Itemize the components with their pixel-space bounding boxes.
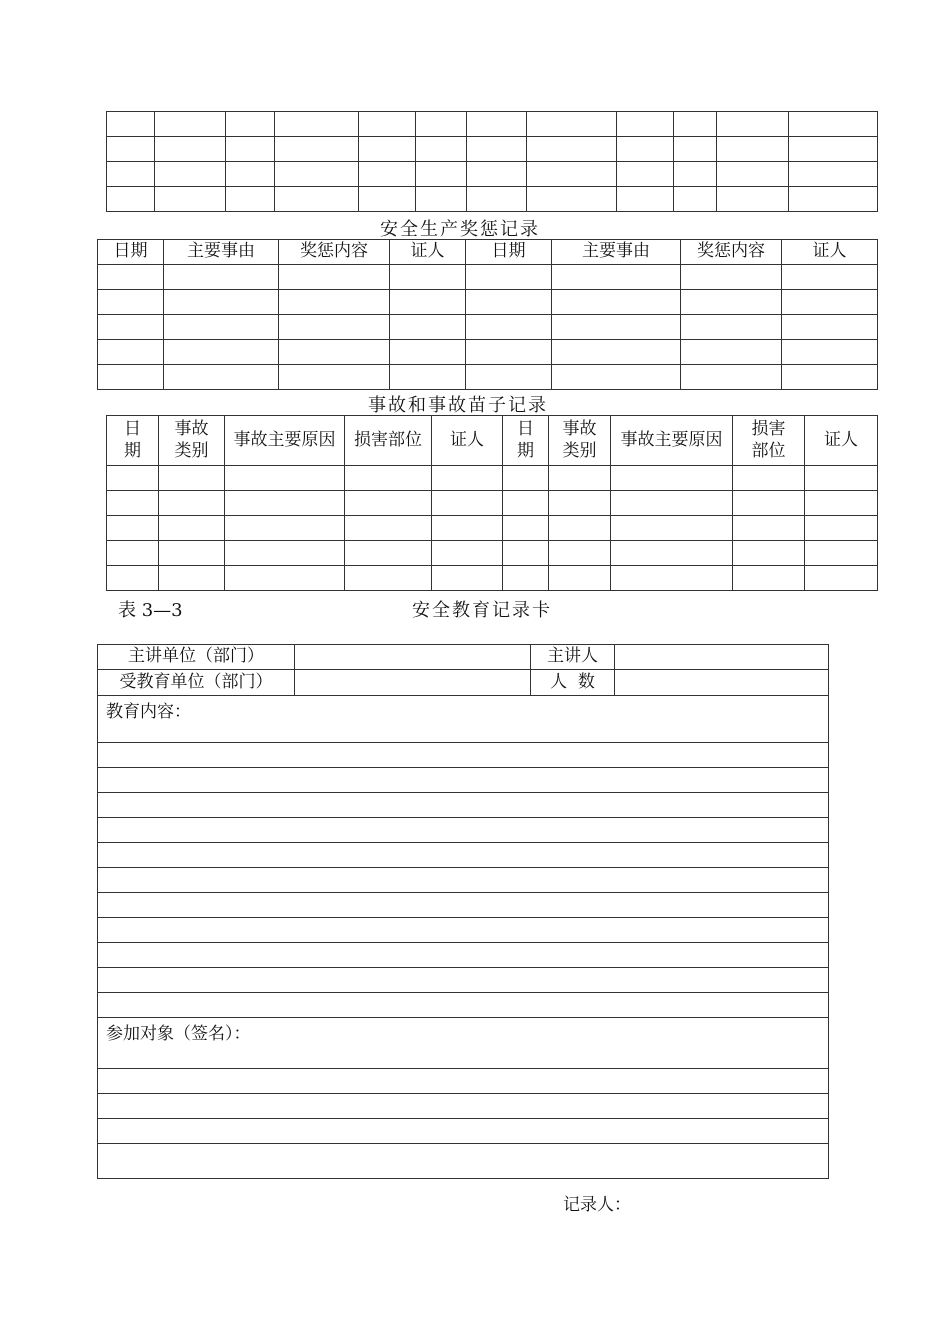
accidents-cell[interactable] bbox=[733, 491, 805, 516]
top-table-cell[interactable] bbox=[275, 137, 359, 162]
content-line-row bbox=[98, 868, 829, 893]
accidents-cell[interactable] bbox=[733, 466, 805, 491]
accidents-cell[interactable] bbox=[432, 566, 503, 591]
content-line-cell[interactable] bbox=[98, 893, 829, 918]
rewards-header-date-1: 日期 bbox=[98, 240, 164, 265]
rewards-row bbox=[98, 265, 878, 290]
accidents-cell[interactable] bbox=[225, 566, 345, 591]
participants-label: 参加对象（签名）： bbox=[98, 1018, 829, 1069]
top-table-cell[interactable] bbox=[527, 162, 617, 187]
participant-line-cell[interactable] bbox=[98, 1144, 829, 1179]
accidents-cell[interactable] bbox=[549, 491, 611, 516]
top-table-cell[interactable] bbox=[789, 162, 878, 187]
content-line-cell[interactable] bbox=[98, 768, 829, 793]
accidents-cell[interactable] bbox=[107, 516, 159, 541]
accidents-cell[interactable] bbox=[432, 541, 503, 566]
rewards-cell[interactable] bbox=[279, 265, 390, 290]
rewards-cell[interactable] bbox=[552, 290, 681, 315]
content-line-row bbox=[98, 743, 829, 768]
rewards-cell[interactable] bbox=[466, 265, 552, 290]
top-table-cell[interactable] bbox=[107, 137, 155, 162]
rewards-cell[interactable] bbox=[390, 365, 466, 390]
accidents-cell[interactable] bbox=[432, 466, 503, 491]
top-table-cell[interactable] bbox=[155, 187, 226, 212]
rewards-cell[interactable] bbox=[98, 265, 164, 290]
top-table-cell[interactable] bbox=[416, 137, 467, 162]
top-table-cell[interactable] bbox=[226, 187, 275, 212]
rewards-header-reason-2: 主要事由 bbox=[552, 240, 681, 265]
content-line-cell[interactable] bbox=[98, 868, 829, 893]
rewards-header-reason-1: 主要事由 bbox=[164, 240, 279, 265]
rewards-row bbox=[98, 290, 878, 315]
recorder-label: 记录人： bbox=[563, 1195, 631, 1215]
accidents-cell[interactable] bbox=[503, 466, 549, 491]
accidents-cell[interactable] bbox=[159, 466, 225, 491]
content-line-cell[interactable] bbox=[98, 818, 829, 843]
accidents-header-cause-1: 事故主要原因 bbox=[225, 416, 345, 466]
accidents-cell[interactable] bbox=[503, 516, 549, 541]
accidents-cell[interactable] bbox=[159, 516, 225, 541]
accidents-header-date-1: 日 期 bbox=[107, 416, 159, 466]
top-table-cell[interactable] bbox=[275, 187, 359, 212]
accidents-cell[interactable] bbox=[805, 541, 878, 566]
top-table-cell[interactable] bbox=[467, 187, 527, 212]
rewards-cell[interactable] bbox=[782, 365, 878, 390]
accidents-cell[interactable] bbox=[805, 566, 878, 591]
rewards-title: 安全生产奖惩记录 bbox=[380, 219, 540, 240]
top-table-row bbox=[107, 187, 878, 212]
accidents-cell[interactable] bbox=[611, 541, 733, 566]
content-line-row bbox=[98, 793, 829, 818]
count-field[interactable] bbox=[615, 670, 829, 696]
rewards-cell[interactable] bbox=[681, 290, 782, 315]
accidents-header-damage-1: 损害部位 bbox=[345, 416, 432, 466]
education-table bbox=[97, 644, 829, 1179]
accidents-cell[interactable] bbox=[225, 516, 345, 541]
top-table-cell[interactable] bbox=[617, 187, 674, 212]
participant-line-row bbox=[98, 1119, 829, 1144]
count-label: 人 数 bbox=[531, 670, 615, 696]
rewards-cell[interactable] bbox=[681, 340, 782, 365]
rewards-header-content-1: 奖惩内容 bbox=[279, 240, 390, 265]
rewards-cell[interactable] bbox=[98, 365, 164, 390]
accidents-cell[interactable] bbox=[503, 491, 549, 516]
content-line-row bbox=[98, 843, 829, 868]
rewards-cell[interactable] bbox=[552, 340, 681, 365]
rewards-header-witness-2: 证人 bbox=[782, 240, 878, 265]
rewards-cell[interactable] bbox=[552, 265, 681, 290]
participant-line-row bbox=[98, 1144, 829, 1179]
accidents-cell[interactable] bbox=[225, 466, 345, 491]
rewards-header-date-2: 日期 bbox=[466, 240, 552, 265]
accidents-cell[interactable] bbox=[805, 491, 878, 516]
top-table-row bbox=[107, 137, 878, 162]
top-table-cell[interactable] bbox=[617, 137, 674, 162]
rewards-cell[interactable] bbox=[552, 365, 681, 390]
trainee-unit-field[interactable] bbox=[295, 670, 531, 696]
lecturer-field[interactable] bbox=[615, 645, 829, 670]
content-line-row bbox=[98, 993, 829, 1018]
rewards-row bbox=[98, 365, 878, 390]
content-line-cell[interactable] bbox=[98, 968, 829, 993]
accidents-header-date-2: 日 期 bbox=[503, 416, 549, 466]
accidents-header-witness-2: 证人 bbox=[805, 416, 878, 466]
top-table-cell[interactable] bbox=[107, 187, 155, 212]
accidents-cell[interactable] bbox=[805, 466, 878, 491]
top-blank-table bbox=[106, 111, 878, 212]
accidents-cell[interactable] bbox=[432, 491, 503, 516]
accidents-cell[interactable] bbox=[225, 541, 345, 566]
accidents-cell[interactable] bbox=[611, 491, 733, 516]
top-table-cell[interactable] bbox=[226, 162, 275, 187]
trainee-unit-label: 受教育单位（部门） bbox=[98, 670, 295, 696]
accidents-row bbox=[107, 541, 878, 566]
accidents-cell[interactable] bbox=[345, 541, 432, 566]
top-table-cell[interactable] bbox=[674, 162, 717, 187]
content-line-cell[interactable] bbox=[98, 843, 829, 868]
accidents-cell[interactable] bbox=[107, 541, 159, 566]
accidents-cell[interactable] bbox=[503, 541, 549, 566]
content-line-row bbox=[98, 968, 829, 993]
accidents-cell[interactable] bbox=[107, 466, 159, 491]
lecturer-unit-field[interactable] bbox=[295, 645, 531, 670]
content-line-row bbox=[98, 918, 829, 943]
rewards-cell[interactable] bbox=[98, 340, 164, 365]
rewards-cell[interactable] bbox=[164, 315, 279, 340]
accidents-header-witness-1: 证人 bbox=[432, 416, 503, 466]
rewards-cell[interactable] bbox=[782, 265, 878, 290]
top-table-cell[interactable] bbox=[155, 112, 226, 137]
top-table-cell[interactable] bbox=[789, 137, 878, 162]
top-table-cell[interactable] bbox=[107, 162, 155, 187]
top-table-cell[interactable] bbox=[107, 112, 155, 137]
top-table-cell[interactable] bbox=[467, 112, 527, 137]
content-label: 教育内容： bbox=[98, 696, 829, 743]
top-table-cell[interactable] bbox=[717, 162, 789, 187]
rewards-cell[interactable] bbox=[390, 315, 466, 340]
top-table-cell[interactable] bbox=[527, 112, 617, 137]
accidents-title: 事故和事故苗子记录 bbox=[368, 395, 548, 416]
content-line-cell[interactable] bbox=[98, 793, 829, 818]
top-table-cell[interactable] bbox=[789, 112, 878, 137]
rewards-row bbox=[98, 340, 878, 365]
rewards-row bbox=[98, 315, 878, 340]
rewards-cell[interactable] bbox=[164, 265, 279, 290]
rewards-cell[interactable] bbox=[466, 340, 552, 365]
rewards-cell[interactable] bbox=[279, 315, 390, 340]
accidents-cell[interactable] bbox=[345, 491, 432, 516]
rewards-cell[interactable] bbox=[164, 290, 279, 315]
top-table-cell[interactable] bbox=[226, 137, 275, 162]
top-table-cell[interactable] bbox=[359, 187, 416, 212]
content-line-cell[interactable] bbox=[98, 918, 829, 943]
top-table-cell[interactable] bbox=[674, 187, 717, 212]
content-line-cell[interactable] bbox=[98, 993, 829, 1018]
content-line-row bbox=[98, 818, 829, 843]
accidents-row bbox=[107, 566, 878, 591]
top-table-cell[interactable] bbox=[359, 112, 416, 137]
rewards-cell[interactable] bbox=[466, 315, 552, 340]
top-table-cell[interactable] bbox=[359, 162, 416, 187]
content-line-cell[interactable] bbox=[98, 743, 829, 768]
rewards-cell[interactable] bbox=[98, 290, 164, 315]
top-table-cell[interactable] bbox=[527, 137, 617, 162]
top-table-cell[interactable] bbox=[226, 112, 275, 137]
accidents-header-type-1: 事故 类别 bbox=[159, 416, 225, 466]
accidents-cell[interactable] bbox=[549, 466, 611, 491]
rewards-cell[interactable] bbox=[279, 365, 390, 390]
rewards-cell[interactable] bbox=[164, 340, 279, 365]
top-table-cell[interactable] bbox=[674, 137, 717, 162]
content-line-row bbox=[98, 893, 829, 918]
accidents-cell[interactable] bbox=[345, 566, 432, 591]
participant-line-row bbox=[98, 1069, 829, 1094]
accidents-cell[interactable] bbox=[159, 541, 225, 566]
accidents-header-type-2: 事故 类别 bbox=[549, 416, 611, 466]
top-table-cell[interactable] bbox=[467, 137, 527, 162]
participant-line-cell[interactable] bbox=[98, 1069, 829, 1094]
rewards-cell[interactable] bbox=[279, 340, 390, 365]
rewards-cell[interactable] bbox=[782, 340, 878, 365]
accidents-cell[interactable] bbox=[107, 566, 159, 591]
rewards-cell[interactable] bbox=[164, 365, 279, 390]
top-table-cell[interactable] bbox=[416, 112, 467, 137]
table-number: 表 3—3 bbox=[118, 600, 183, 621]
top-table-cell[interactable] bbox=[467, 162, 527, 187]
lecturer-unit-label: 主讲单位（部门） bbox=[98, 645, 295, 670]
top-table-cell[interactable] bbox=[527, 187, 617, 212]
accidents-row bbox=[107, 466, 878, 491]
education-title: 安全教育记录卡 bbox=[412, 600, 552, 621]
rewards-cell[interactable] bbox=[782, 290, 878, 315]
top-table-cell[interactable] bbox=[416, 187, 467, 212]
top-table-cell[interactable] bbox=[789, 187, 878, 212]
top-table-cell[interactable] bbox=[275, 112, 359, 137]
content-line-row bbox=[98, 768, 829, 793]
rewards-cell[interactable] bbox=[466, 290, 552, 315]
accidents-header-cause-2: 事故主要原因 bbox=[611, 416, 733, 466]
top-table-cell[interactable] bbox=[155, 137, 226, 162]
participant-line-cell[interactable] bbox=[98, 1094, 829, 1119]
rewards-cell[interactable] bbox=[782, 315, 878, 340]
top-table-cell[interactable] bbox=[717, 137, 789, 162]
accidents-cell[interactable] bbox=[733, 516, 805, 541]
top-table-cell[interactable] bbox=[717, 112, 789, 137]
top-table-cell[interactable] bbox=[359, 137, 416, 162]
top-table-cell[interactable] bbox=[155, 162, 226, 187]
top-table-row bbox=[107, 112, 878, 137]
accidents-cell[interactable] bbox=[345, 466, 432, 491]
participant-line-cell[interactable] bbox=[98, 1119, 829, 1144]
accidents-cell[interactable] bbox=[611, 466, 733, 491]
top-table-cell[interactable] bbox=[674, 112, 717, 137]
accidents-cell[interactable] bbox=[549, 566, 611, 591]
accidents-cell[interactable] bbox=[733, 566, 805, 591]
top-table-row bbox=[107, 162, 878, 187]
accidents-cell[interactable] bbox=[611, 516, 733, 541]
accidents-cell[interactable] bbox=[159, 491, 225, 516]
accidents-cell[interactable] bbox=[503, 566, 549, 591]
top-table-cell[interactable] bbox=[617, 162, 674, 187]
accidents-cell[interactable] bbox=[549, 516, 611, 541]
accidents-row bbox=[107, 491, 878, 516]
content-line-cell[interactable] bbox=[98, 943, 829, 968]
accidents-cell[interactable] bbox=[107, 491, 159, 516]
rewards-cell[interactable] bbox=[681, 365, 782, 390]
rewards-cell[interactable] bbox=[466, 365, 552, 390]
top-table-cell[interactable] bbox=[416, 162, 467, 187]
rewards-cell[interactable] bbox=[681, 315, 782, 340]
top-table-cell[interactable] bbox=[617, 112, 674, 137]
accidents-cell[interactable] bbox=[733, 541, 805, 566]
rewards-cell[interactable] bbox=[98, 315, 164, 340]
accidents-header-damage-2: 损害 部位 bbox=[733, 416, 805, 466]
accidents-cell[interactable] bbox=[611, 566, 733, 591]
rewards-cell[interactable] bbox=[552, 315, 681, 340]
accidents-cell[interactable] bbox=[805, 516, 878, 541]
accidents-cell[interactable] bbox=[225, 491, 345, 516]
accidents-cell[interactable] bbox=[432, 516, 503, 541]
rewards-cell[interactable] bbox=[279, 290, 390, 315]
rewards-header-content-2: 奖惩内容 bbox=[681, 240, 782, 265]
rewards-cell[interactable] bbox=[390, 265, 466, 290]
rewards-cell[interactable] bbox=[681, 265, 782, 290]
accidents-cell[interactable] bbox=[159, 566, 225, 591]
accidents-cell[interactable] bbox=[345, 516, 432, 541]
rewards-header-witness-1: 证人 bbox=[390, 240, 466, 265]
rewards-cell[interactable] bbox=[390, 340, 466, 365]
top-table-cell[interactable] bbox=[275, 162, 359, 187]
content-line-row bbox=[98, 943, 829, 968]
rewards-cell[interactable] bbox=[390, 290, 466, 315]
accidents-row bbox=[107, 516, 878, 541]
lecturer-label: 主讲人 bbox=[531, 645, 615, 670]
rewards-table bbox=[97, 239, 878, 390]
accidents-table bbox=[106, 415, 878, 591]
accidents-cell[interactable] bbox=[549, 541, 611, 566]
participant-line-row bbox=[98, 1094, 829, 1119]
top-table-cell[interactable] bbox=[717, 187, 789, 212]
